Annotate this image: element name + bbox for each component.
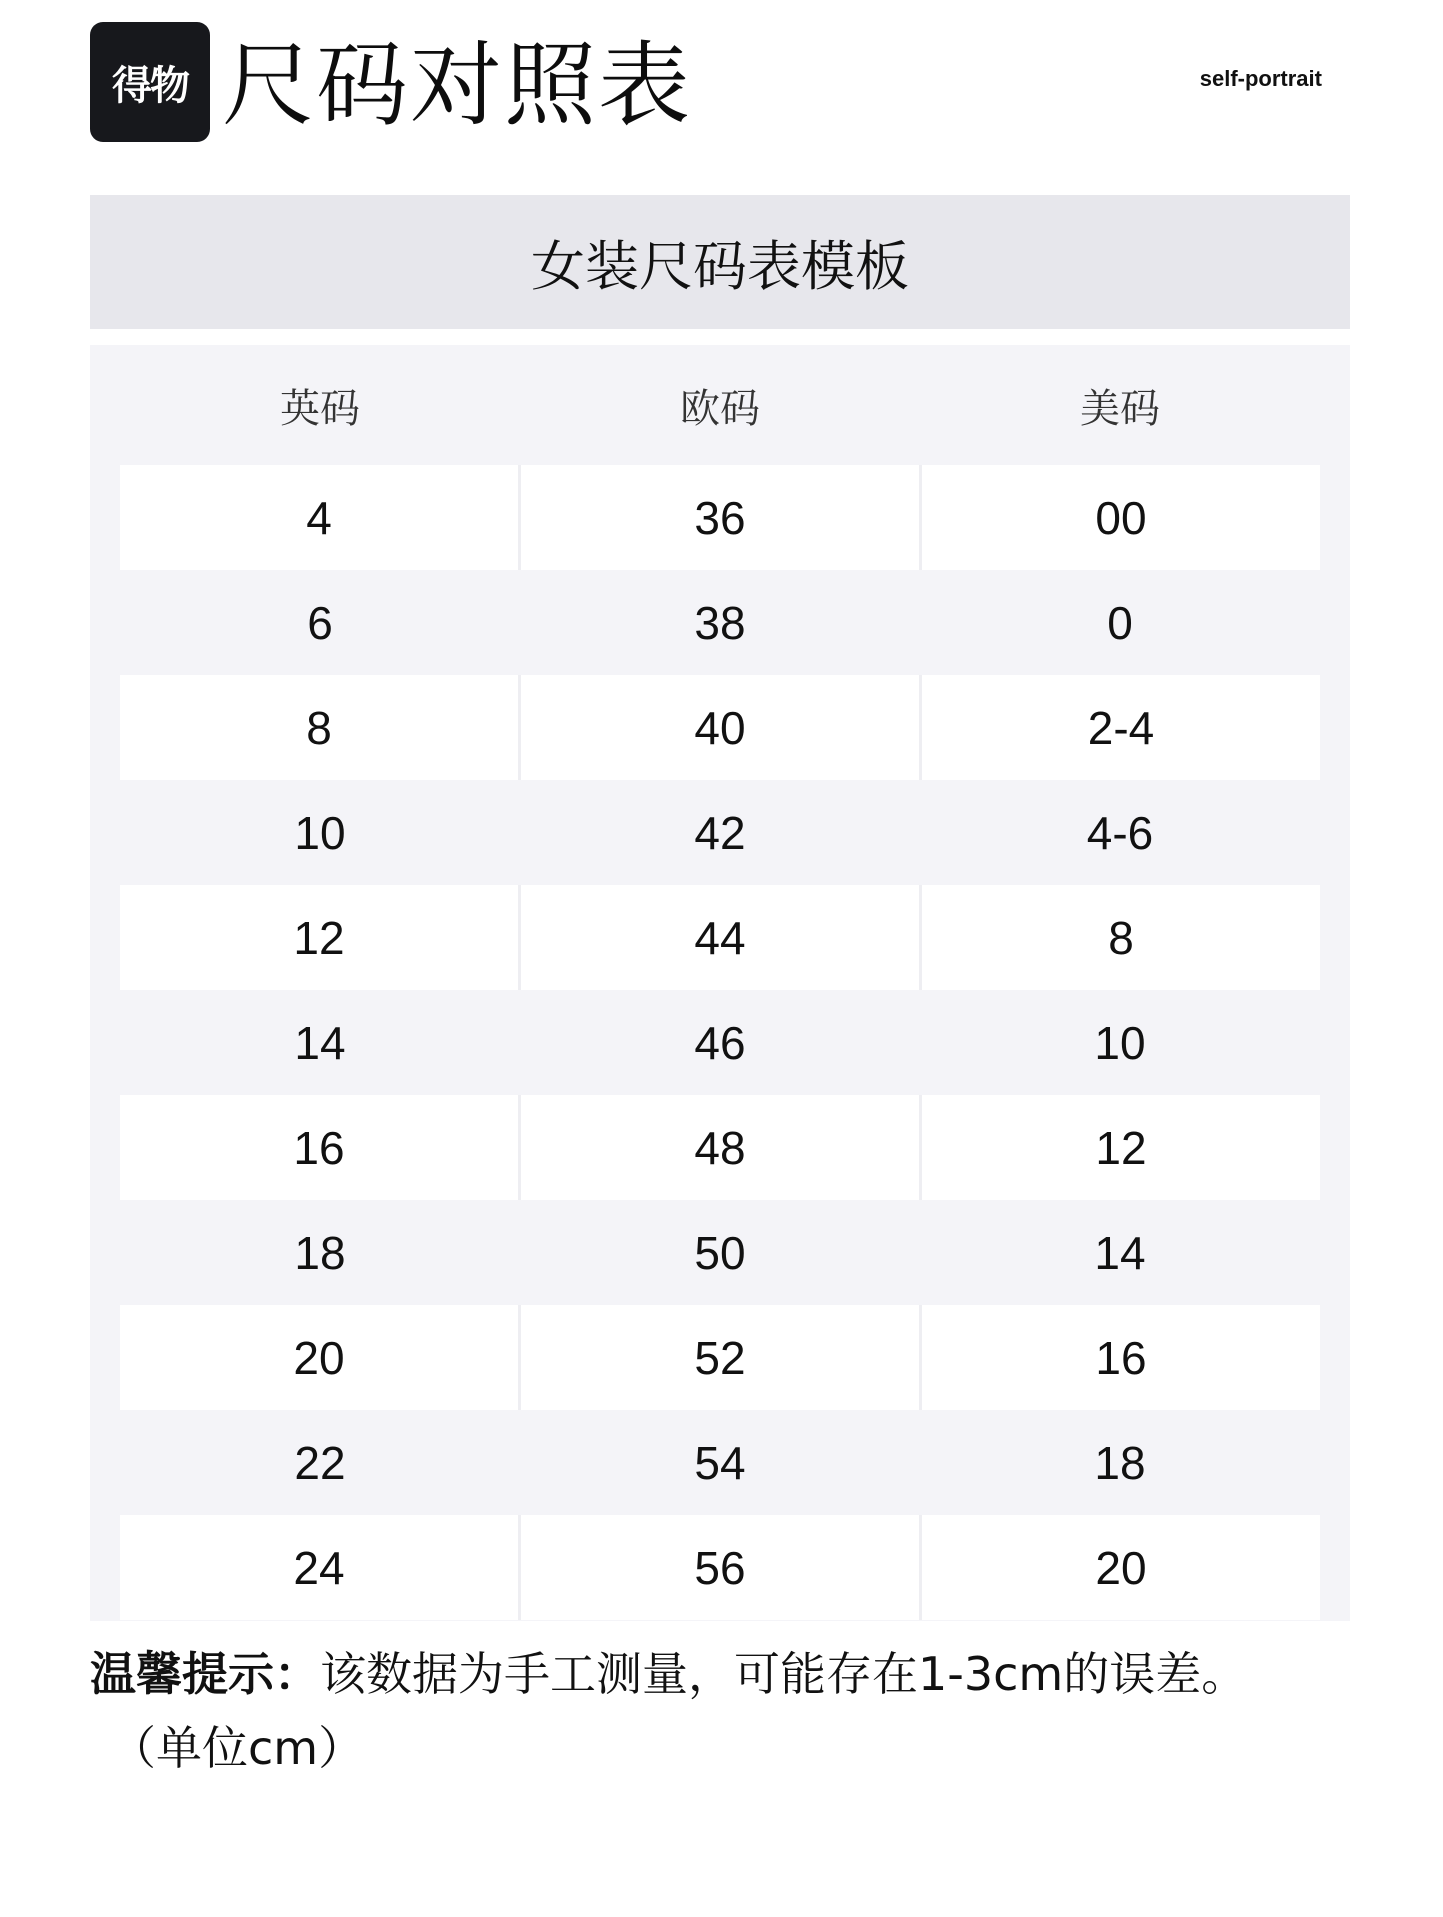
table-row [120, 780, 1320, 885]
eu-size-cell: 56 [518, 1515, 919, 1620]
uk-size-cell: 10 [294, 806, 346, 859]
us-size-cell: 18 [1094, 1436, 1146, 1489]
table-row [120, 675, 1320, 780]
note-text: 该数据为手工测量，可能存在1-3cm的误差。 [320, 1647, 1248, 1701]
table-row [120, 1305, 1320, 1410]
us-size-cell: 0 [1107, 596, 1133, 649]
column-header-us: 美码 [1080, 385, 1160, 432]
brand-name: self-portrait [1199, 66, 1322, 91]
table-row [120, 1095, 1320, 1200]
uk-size-cell: 14 [294, 1016, 346, 1069]
eu-size-cell: 42 [694, 806, 746, 859]
eu-size-cell: 36 [518, 465, 919, 570]
table-row [120, 570, 1320, 675]
note-label: 温馨提示： [90, 1647, 320, 1701]
table-row [120, 990, 1320, 1095]
table-row [120, 885, 1320, 990]
page-title: 尺码对照表 [222, 32, 693, 139]
us-size-cell: 00 [919, 465, 1320, 570]
uk-size-cell: 12 [120, 885, 518, 990]
eu-size-cell: 46 [694, 1016, 746, 1069]
table-title-banner [90, 195, 1350, 329]
app-logo [90, 22, 210, 142]
eu-size-cell: 48 [518, 1095, 919, 1200]
uk-size-cell: 24 [120, 1515, 518, 1620]
eu-size-cell: 52 [518, 1305, 919, 1410]
logo-text: 得物 [112, 62, 188, 109]
uk-size-cell: 16 [120, 1095, 518, 1200]
eu-size-cell: 50 [694, 1226, 746, 1279]
uk-size-cell: 8 [120, 675, 518, 780]
uk-size-cell: 6 [307, 596, 333, 649]
eu-size-cell: 38 [694, 596, 746, 649]
unit-note: （单位cm） [110, 1721, 365, 1775]
us-size-cell: 2-4 [919, 675, 1320, 780]
table-row [120, 1410, 1320, 1515]
uk-size-cell: 18 [294, 1226, 346, 1279]
us-size-cell: 14 [1094, 1226, 1146, 1279]
table-row [120, 1200, 1320, 1305]
uk-size-cell: 4 [120, 465, 518, 570]
us-size-cell: 20 [919, 1515, 1320, 1620]
us-size-cell: 8 [919, 885, 1320, 990]
measurement-note [90, 1636, 1370, 1712]
table-body [120, 465, 1320, 1620]
us-size-cell: 4-6 [1086, 806, 1154, 859]
us-size-cell: 12 [919, 1095, 1320, 1200]
table-row [120, 1515, 1320, 1620]
eu-size-cell: 54 [694, 1436, 746, 1489]
table-row [120, 465, 1320, 570]
uk-size-cell: 22 [294, 1436, 346, 1489]
table-header-row [120, 345, 1320, 465]
eu-size-cell: 40 [518, 675, 919, 780]
table-title: 女装尺码表模板 [531, 234, 909, 298]
us-size-cell: 10 [1094, 1016, 1146, 1069]
eu-size-cell: 44 [518, 885, 919, 990]
column-header-eu: 欧码 [680, 385, 760, 432]
header [90, 22, 1350, 162]
uk-size-cell: 20 [120, 1305, 518, 1410]
us-size-cell: 16 [919, 1305, 1320, 1410]
column-header-uk: 英码 [280, 385, 360, 432]
size-table [90, 345, 1350, 1621]
